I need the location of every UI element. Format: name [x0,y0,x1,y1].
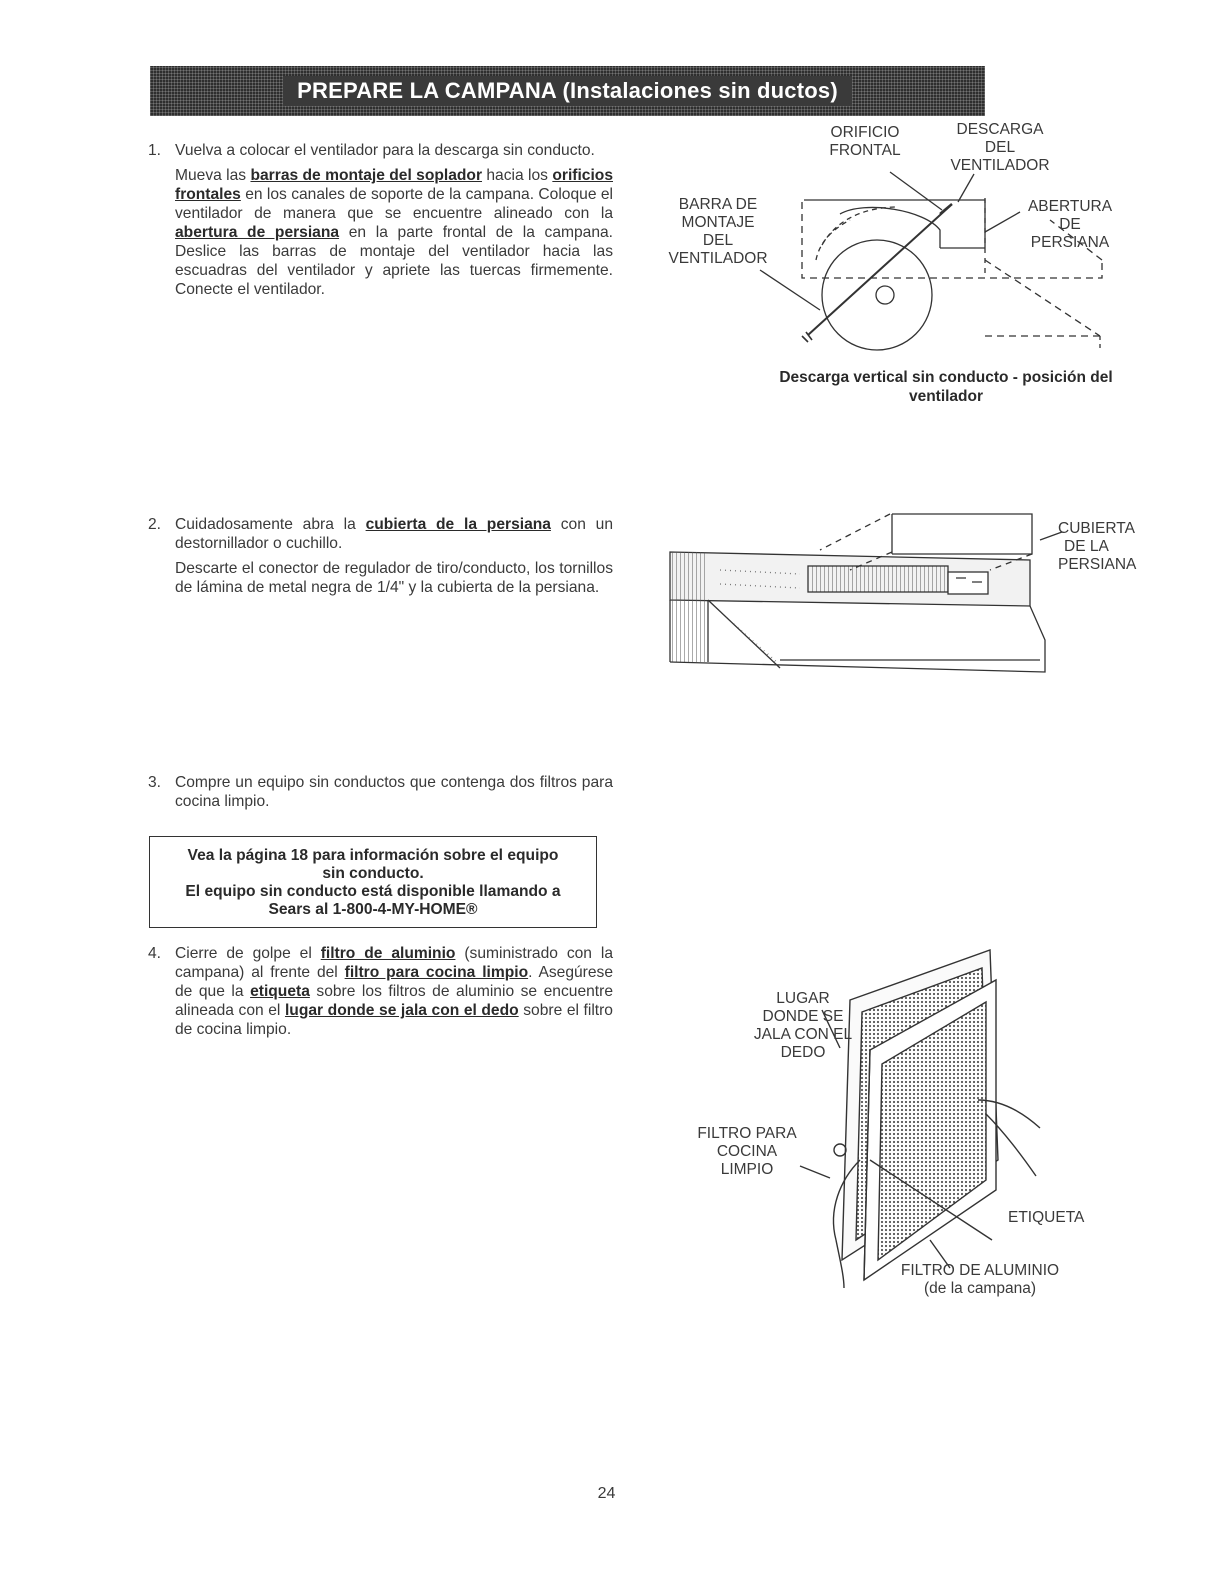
step-3 [148,773,613,817]
step-body: Descarte el conector de regulador de tiro/conducto, los tornillos de lámina de metal negra de 1/4" y la cubierta de la persiana. [175,560,613,596]
range-hood-diagram [660,500,1080,700]
note-line: El equipo sin conducto está disponible llamando a [185,883,561,900]
label-lugar-donde-se-jala: LUGAR DONDE SE JALA CON EL DEDO [753,990,853,1061]
label-abertura-de-persiana: ABERTURA DE PERSIANA [1027,198,1113,251]
page-number: 24 [597,1485,616,1502]
step-number: 1. [148,142,162,159]
step-intro: Cierre de golpe el filtro de aluminio (suministrado con la campana) al frente del filtro para cocina limpio. Asegúrese de que la etiqueta sobre los filtros de aluminio se encuentre alineada con el lugar donde se jala con el dedo sobre el filtro de cocina limpio. [175,945,613,1038]
term-filtro-de-aluminio: filtro de aluminio [320,945,456,962]
step-number: 2. [148,516,162,533]
step-intro: Vuelva a colocar el ventilador para la descarga sin conducto. [175,142,595,159]
label-orificio-frontal: ORIFICIO FRONTAL [829,124,901,159]
term-barras-de-montaje: barras de montaje del soplador [250,167,483,184]
section-title: PREPARE LA CAMPANA (Instalaciones sin ductos) [283,76,852,106]
note-line: Sears al 1-800-4-MY-HOME® [268,901,478,918]
term-abertura-de-persiana: abertura de persiana [175,224,340,241]
step-number: 3. [148,774,162,791]
step-number: 4. [148,945,162,962]
section-header-banner [150,66,985,116]
term-orificios-frontales: orificios frontales [175,167,613,203]
note-line: Vea la página 18 para información sobre el equipo [187,847,559,864]
step-body: Mueva las barras de montaje del soplador hacia los orificios frontales en los canales de soporte de la campana. Coloque el ventilador de manera que se encuentre alineado con la abertura de persiana en la parte frontal de la campana. Deslice las barras de montaje del ventilador hacia las escuadras del ventilador y apriete las tuercas firmemente. Conecte el ventilador. [175,167,614,298]
term-etiqueta: etiqueta [250,983,310,1000]
note-line: sin conducto. [322,865,424,882]
step-2 [148,515,613,603]
step-4 [148,944,613,1045]
label-filtro-de-aluminio: FILTRO DE ALUMINIO (de la campana) [900,1262,1060,1297]
step-intro: Compre un equipo sin conductos que contenga dos filtros para cocina limpio. [175,774,613,810]
label-filtro-para-cocina-limpio: FILTRO PARA COCINA LIMPIO [697,1125,797,1178]
step-intro: Cuidadosamente abra la cubierta de la persiana con un destornillador o cuchillo. [175,516,613,552]
figure-caption: Descarga vertical sin conducto - posición del ventilador [779,369,1113,405]
term-filtro-para-cocina-limpio: filtro para cocina limpio [344,964,529,981]
ductless-kit-note [149,836,597,928]
label-barra-de-montaje: BARRA DE MONTAJE DEL VENTILADOR [668,196,768,267]
step-1 [148,141,613,305]
term-lugar-donde-se-jala: lugar donde se jala con el dedo [284,1002,519,1019]
label-etiqueta: ETIQUETA [1008,1209,1085,1226]
term-cubierta-de-la-persiana: cubierta de la persiana [365,516,551,533]
label-cubierta-de-la-persiana: CUBIERTA DE LA PERSIANA [1058,520,1137,573]
label-descarga-del-ventilador: DESCARGA DEL VENTILADOR [950,121,1050,174]
